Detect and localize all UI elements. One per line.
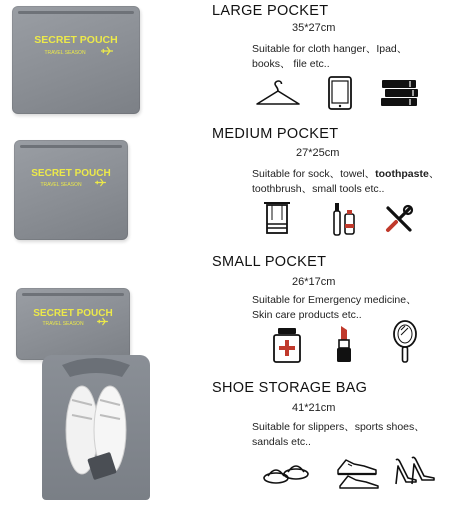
plane-icon [100,46,114,56]
small-pocket-size: 26*17cm [292,276,336,288]
plane-icon [96,317,109,326]
desc-line: books、 file etc.. [252,58,330,70]
medium-pocket-title: MEDIUM POCKET [212,126,339,142]
small-pouch-image [16,288,130,360]
large-pouch-image [12,6,140,114]
pouch-sub: TRAVEL SEASON [42,321,84,327]
pouch-sub: TRAVEL SEASON [40,182,82,188]
tools-icon [384,204,414,234]
medium-pouch-image [14,140,128,240]
large-pocket-description [252,42,457,72]
shoe-bag-description [252,420,457,450]
large-pocket-title: LARGE POCKET [212,3,329,19]
pouch-brand: SECRET POUCH [34,34,118,46]
desc-line: Suitable for sock、towel、toothpaste、 [252,168,440,180]
desc-line: Skin care products etc.. [252,309,362,321]
towel-icon [262,200,292,236]
high-heels-icon [392,454,436,488]
lipstick-icon [334,324,354,364]
desc-line: Suitable for cloth hanger、Ipad、 [252,43,408,55]
desc-line: sandals etc.. [252,436,311,448]
desc-line: Suitable for Emergency medicine、 [252,294,417,306]
slippers-icon [262,456,310,486]
mirror-icon [392,320,418,364]
pouch-brand: SECRET POUCH [33,308,113,319]
small-pocket-description [252,293,457,323]
tablet-icon [328,76,352,110]
toothbrush-icon [330,202,358,236]
small-pocket-title: SMALL POCKET [212,254,327,270]
shoe-bag-size: 41*21cm [292,402,336,414]
shoe-bag-image [42,355,150,500]
desc-line: Suitable for slippers、sports shoes、 [252,421,425,433]
hanger-icon [254,80,302,110]
sports-shoe-icon [334,452,380,490]
pouch-brand: SECRET POUCH [31,168,111,179]
medium-pocket-size: 27*25cm [296,147,340,159]
desc-line: toothbrush、small tools etc.. [252,183,385,195]
medicine-icon [270,326,304,364]
pouch-sub: TRAVEL SEASON [44,50,86,56]
shoe-bag-illustration [42,355,150,500]
shoe-bag-title: SHOE STORAGE BAG [212,380,368,396]
large-pocket-size: 35*27cm [292,22,336,34]
medium-pocket-description [252,167,457,197]
books-icon [380,78,420,108]
plane-icon [94,178,107,187]
